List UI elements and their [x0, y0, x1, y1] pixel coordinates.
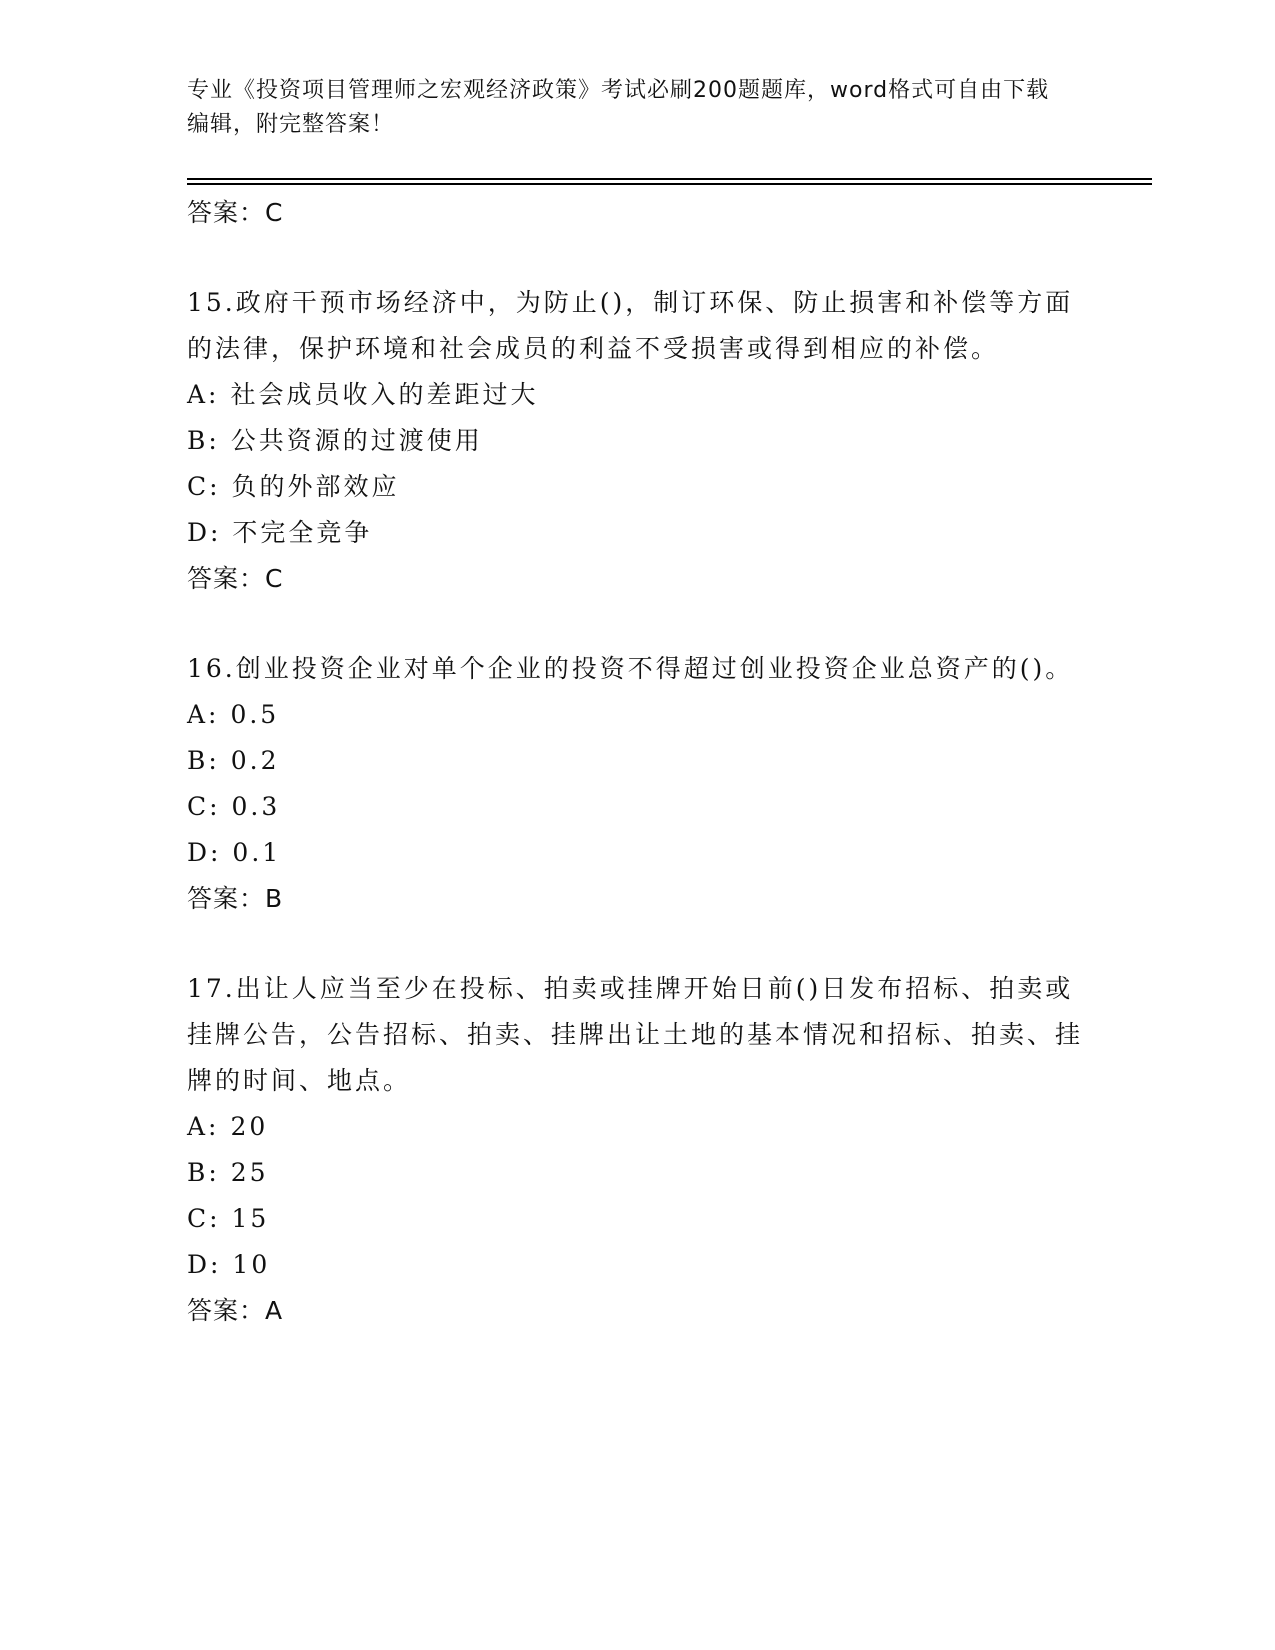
header-rule-bottom	[187, 183, 1152, 185]
option-key: C:	[187, 1204, 221, 1233]
option-text: 20	[230, 1112, 269, 1141]
answer-value: A	[265, 1296, 283, 1325]
answer-label: 答案：	[187, 1296, 266, 1325]
option-text: 0.5	[230, 700, 280, 729]
option-key: A:	[187, 380, 220, 409]
option-text: 10	[232, 1250, 271, 1279]
question-text: 政府干预市场经济中，为防止()，制订环保、防止损害和补偿等方面的法律，保护环境和社会成员的利益不受损害或得到相应的补偿。	[187, 288, 1074, 363]
question-15	[187, 280, 1087, 602]
option-a	[187, 372, 1087, 418]
question-number: 17.	[187, 974, 236, 1003]
question-17	[187, 966, 1087, 1334]
option-text: 不完全竞争	[232, 518, 373, 547]
option-key: C:	[187, 472, 221, 501]
option-text: 负的外部效应	[231, 472, 400, 501]
option-text: 0.3	[231, 792, 281, 821]
answer-value: C	[265, 198, 283, 227]
answer-value: B	[265, 884, 283, 913]
question-number: 15.	[187, 288, 236, 317]
option-d	[187, 510, 1087, 556]
option-key: B:	[187, 1158, 220, 1187]
answer-label: 答案：	[187, 198, 266, 227]
answer-value: C	[265, 564, 283, 593]
option-key: A:	[187, 700, 220, 729]
option-text: 0.1	[232, 838, 282, 867]
option-d	[187, 830, 1087, 876]
option-b	[187, 738, 1087, 784]
option-key: C:	[187, 792, 221, 821]
answer-label: 答案：	[187, 884, 266, 913]
option-key: D:	[187, 518, 222, 547]
option-key: D:	[187, 838, 222, 867]
question-16	[187, 646, 1087, 922]
question-list	[187, 190, 1087, 1334]
option-text: 15	[231, 1204, 270, 1233]
document-header: 专业《投资项目管理师之宏观经济政策》考试必刷200题题库，word格式可自由下载编辑，附完整答案！	[187, 78, 1050, 137]
question-stem	[187, 966, 1087, 1104]
option-text: 0.2	[230, 746, 280, 775]
option-c	[187, 464, 1087, 510]
question-text: 创业投资企业对单个企业的投资不得超过创业投资企业总资产的()。	[235, 654, 1074, 683]
option-c	[187, 1196, 1087, 1242]
option-text: 社会成员收入的差距过大	[230, 380, 539, 409]
answer-label: 答案：	[187, 564, 266, 593]
option-a	[187, 1104, 1087, 1150]
option-key: B:	[187, 426, 220, 455]
option-b	[187, 1150, 1087, 1196]
option-key: D:	[187, 1250, 222, 1279]
option-text: 公共资源的过渡使用	[230, 426, 483, 455]
option-a	[187, 692, 1087, 738]
header-rule-top	[187, 178, 1152, 180]
option-text: 25	[230, 1158, 269, 1187]
option-c	[187, 784, 1087, 830]
option-key: A:	[187, 1112, 220, 1141]
answer-line-14	[187, 190, 1087, 236]
answer-line	[187, 556, 1087, 602]
option-b	[187, 418, 1087, 464]
question-text: 出让人应当至少在投标、拍卖或挂牌开始日前()日发布招标、拍卖或挂牌公告，公告招标、拍卖、挂牌出让土地的基本情况和招标、拍卖、挂牌的时间、地点。	[187, 974, 1084, 1095]
option-key: B:	[187, 746, 220, 775]
option-d	[187, 1242, 1087, 1288]
question-stem	[187, 646, 1087, 692]
answer-line	[187, 876, 1087, 922]
question-stem	[187, 280, 1087, 372]
question-number: 16.	[187, 654, 236, 683]
answer-line	[187, 1288, 1087, 1334]
